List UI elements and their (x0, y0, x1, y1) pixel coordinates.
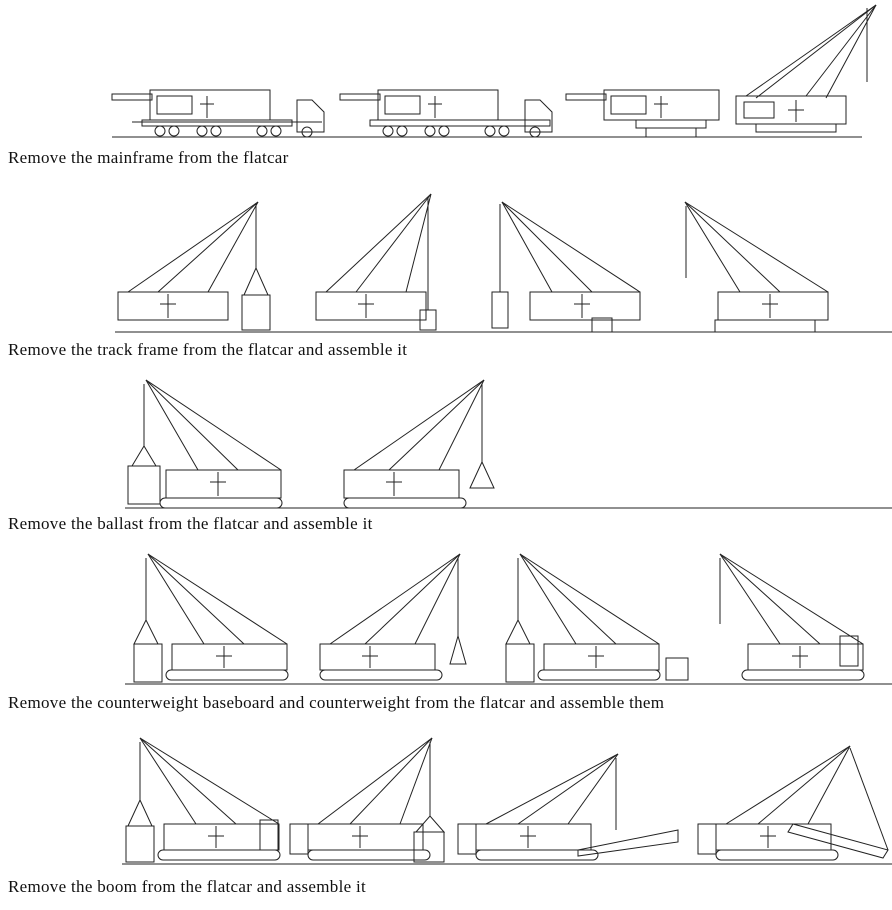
step-3 (0, 362, 892, 540)
step-2-illustration (0, 180, 892, 340)
step-1-illustration (0, 0, 892, 150)
step-caption: Remove the track frame from the flatcar and assemble it (8, 340, 408, 359)
crane-lifting-track-frame-2 (316, 194, 436, 330)
crane-lifting-counterweight-1 (320, 554, 466, 680)
step-4 (0, 540, 892, 720)
mainframe-on-outriggers (566, 90, 719, 137)
crane-lifting-boom-section-2 (290, 738, 444, 862)
crane-lifting-ballast-1 (128, 380, 282, 508)
crane-with-counterweight (720, 554, 864, 680)
crane-assembling-boom-1 (458, 754, 678, 860)
step-caption: Remove the mainframe from the flatcar (8, 148, 289, 167)
crane-assembling-boom-2 (698, 746, 888, 860)
step-caption: Remove the boom from the flatcar and assemble it (8, 877, 367, 896)
crane-lifting-track-frame-3 (492, 202, 640, 332)
crane-lifting-counterweight-2 (506, 554, 688, 682)
crane-lifting-boom-section-1 (126, 738, 280, 862)
step-caption: Remove the counterweight baseboard and counterweight from the flatcar and assemble them (8, 693, 665, 712)
crane-with-track-frame (685, 202, 828, 332)
step-2 (0, 180, 892, 362)
truck-with-mainframe-2 (340, 90, 552, 137)
step-caption: Remove the ballast from the flatcar and assemble it (8, 514, 373, 533)
step-3-illustration (0, 362, 892, 512)
crane-lifting-ballast-2 (344, 380, 494, 508)
step-1 (0, 0, 892, 180)
crane-lifting-track-frame-1 (118, 202, 270, 330)
step-5 (0, 720, 892, 910)
truck-with-mainframe-1 (112, 90, 324, 137)
step-5-illustration (0, 720, 892, 870)
step-4-illustration (0, 540, 892, 690)
crane-raised-boom (736, 5, 876, 132)
crane-lifting-counterweight-baseboard (134, 554, 288, 682)
